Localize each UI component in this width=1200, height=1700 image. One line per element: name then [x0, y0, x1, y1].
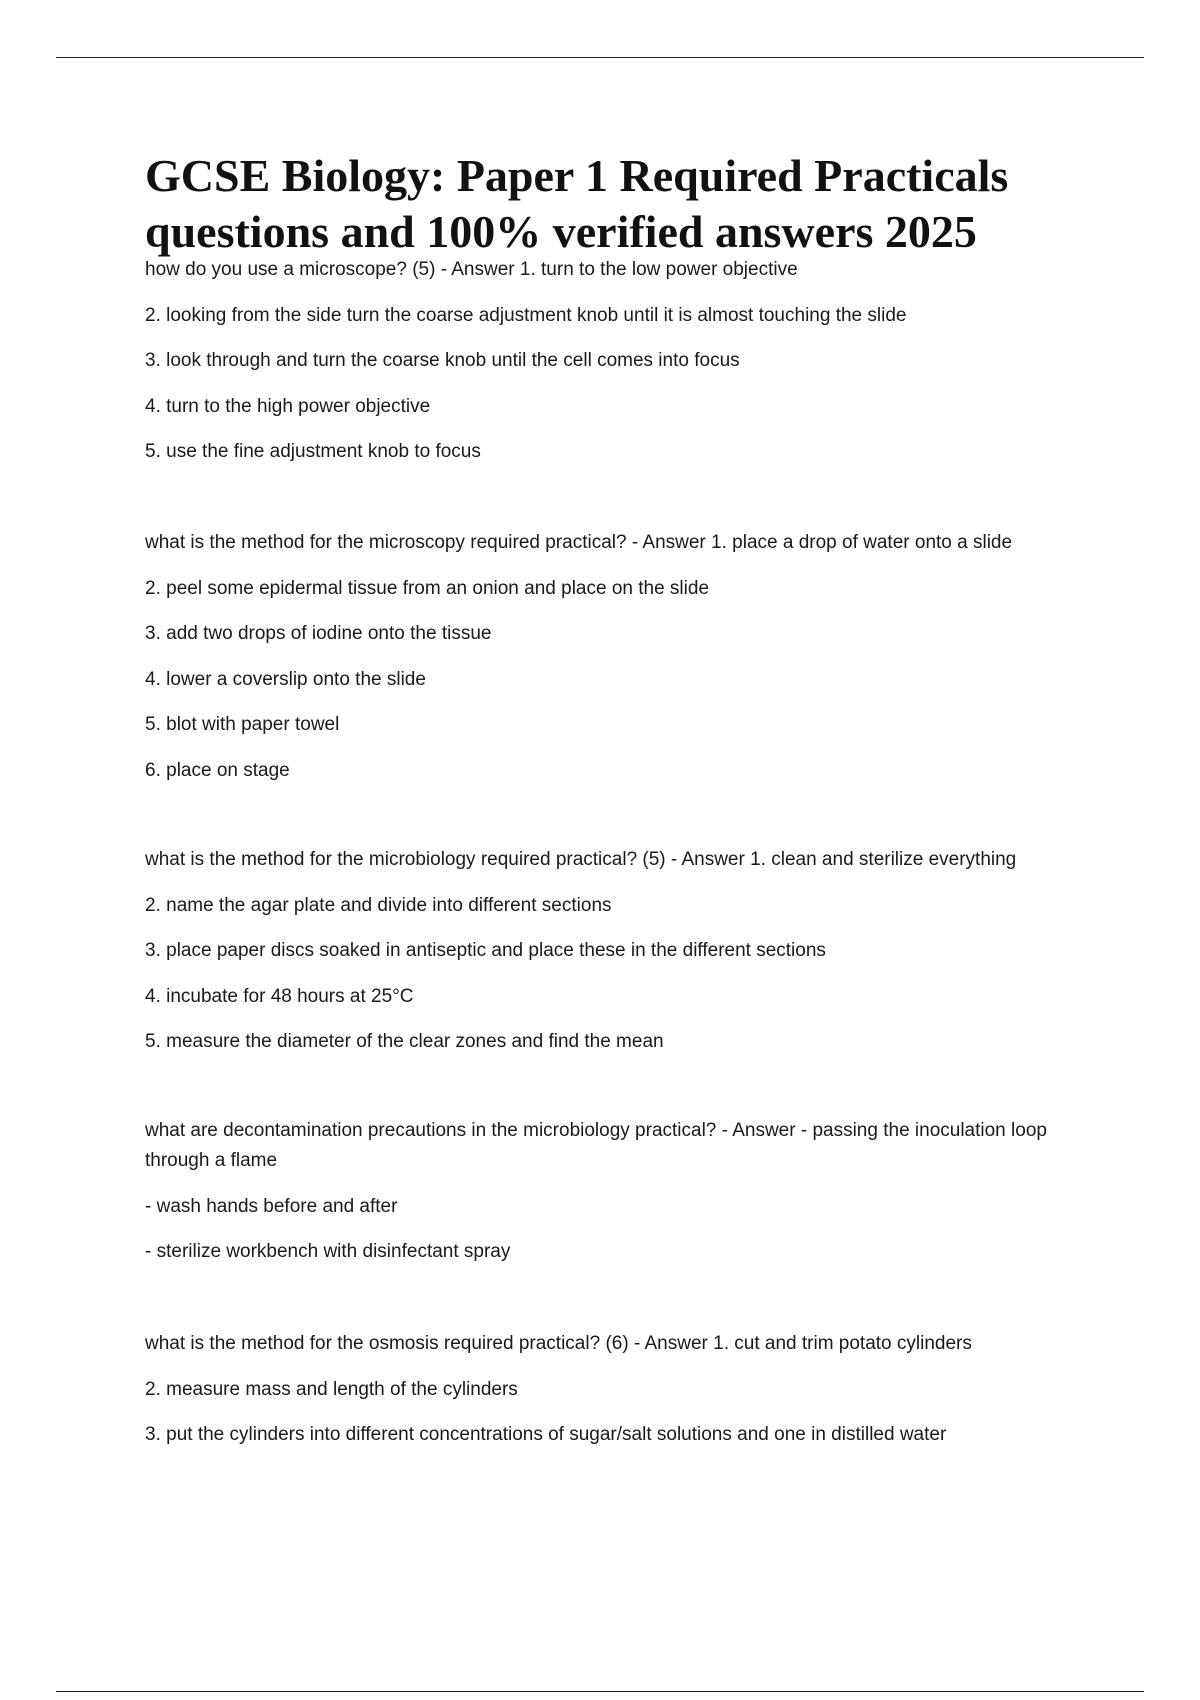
answer-line: 2. peel some epidermal tissue from an onion and place on the slide [145, 577, 710, 599]
qa-block-microbiology-method [145, 845, 1105, 1057]
footer-rule [56, 1691, 1144, 1692]
answer-line: 3. add two drops of iodine onto the tissue [145, 623, 492, 644]
answer-line: - wash hands before and after [145, 1195, 398, 1217]
question-line: what are decontamination precautions in the microbiology practical? - Answer - passing the inoculation loop through a flame [145, 1120, 1047, 1171]
answer-line: 2. looking from the side turn the coarse adjustment knob until it is almost touching the slide [145, 304, 907, 326]
qa-block-microscopy-method [145, 528, 1105, 786]
answer-line: 4. incubate for 48 hours at 25°C [145, 985, 414, 1007]
answer-line: 3. place paper discs soaked in antiseptic and place these in the different sections [145, 940, 826, 961]
answer-line: 4. lower a coverslip onto the slide [145, 668, 426, 690]
question-line: how do you use a microscope? (5) - Answer 1. turn to the low power objective [145, 259, 798, 280]
answer-line: 2. name the agar plate and divide into different sections [145, 894, 612, 916]
answer-line: 4. turn to the high power objective [145, 395, 431, 417]
answer-line: 5. use the fine adjustment knob to focus [145, 441, 481, 462]
question-line: what is the method for the microbiology required practical? (5) - Answer 1. clean and sterilize everything [145, 849, 1017, 870]
answer-line: 5. blot with paper towel [145, 714, 340, 735]
qa-block-microscope-use [145, 255, 1105, 467]
answer-line: - sterilize workbench with disinfectant spray [145, 1241, 511, 1262]
header-rule [56, 57, 1144, 58]
answer-line: 3. put the cylinders into different concentrations of sugar/salt solutions and one in distilled water [145, 1424, 947, 1445]
answer-line: 6. place on stage [145, 759, 290, 781]
question-line: what is the method for the microscopy required practical? - Answer 1. place a drop of water onto a slide [145, 532, 1013, 553]
answer-line: 2. measure mass and length of the cylinders [145, 1378, 518, 1400]
qa-block-decontamination [145, 1116, 1105, 1267]
question-line: what is the method for the osmosis required practical? (6) - Answer 1. cut and trim potato cylinders [145, 1333, 972, 1354]
answer-line: 5. measure the diameter of the clear zones and find the mean [145, 1031, 664, 1052]
answer-line: 3. look through and turn the coarse knob until the cell comes into focus [145, 350, 740, 371]
page-title: GCSE Biology: Paper 1 Required Practicals questions and 100% verified answers 2025 [145, 150, 1009, 257]
qa-block-osmosis-method [145, 1329, 1105, 1450]
